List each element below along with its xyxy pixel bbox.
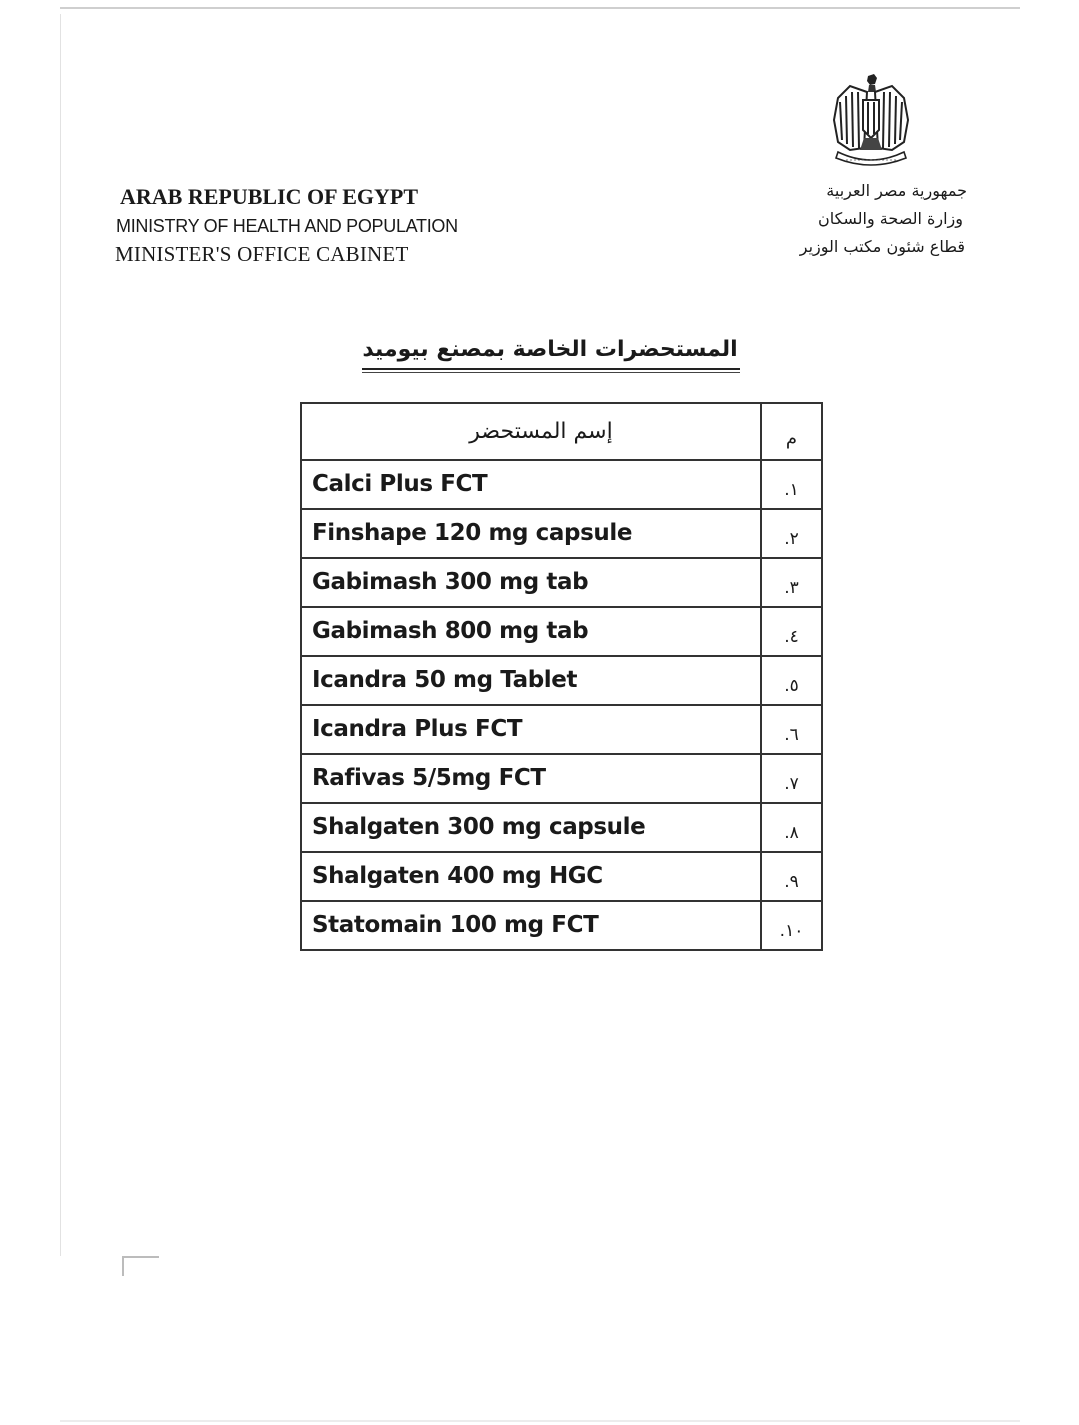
header-arabic <box>709 177 969 261</box>
product-name-cell: Icandra Plus FCT <box>301 705 761 754</box>
row-number-cell: ٨. <box>761 803 822 852</box>
header-english <box>114 183 474 267</box>
table-row <box>301 460 822 509</box>
table-row <box>301 901 822 950</box>
row-number-cell: ٦. <box>761 705 822 754</box>
table-row <box>301 705 822 754</box>
ministry-name-en: MINISTRY OF HEALTH AND POPULATION <box>116 216 458 236</box>
product-name-cell: Icandra 50 mg Tablet <box>301 656 761 705</box>
scan-mark-vertical <box>122 1256 124 1276</box>
table-row <box>301 852 822 901</box>
product-name-cell: Shalgaten 400 mg HGC <box>301 852 761 901</box>
row-number-cell: ٢. <box>761 509 822 558</box>
row-number-cell: ١. <box>761 460 822 509</box>
product-name-cell: Statomain 100 mg FCT <box>301 901 761 950</box>
column-header-product-name: إسم المستحضر <box>301 403 761 460</box>
table-row <box>301 656 822 705</box>
page-edge-top <box>60 7 1020 9</box>
row-number-cell: ٧. <box>761 754 822 803</box>
row-number-cell: ٣. <box>761 558 822 607</box>
row-number-cell: ٤. <box>761 607 822 656</box>
document-title: المستحضرات الخاصة بمصنع بيوميد <box>362 337 738 362</box>
table-row <box>301 509 822 558</box>
products-table <box>300 402 823 951</box>
table-row <box>301 803 822 852</box>
column-header-number: م <box>761 403 822 460</box>
country-name-ar: جمهورية مصر العربية <box>826 181 967 200</box>
product-name-cell: Gabimash 800 mg tab <box>301 607 761 656</box>
table-row <box>301 558 822 607</box>
ministry-name-ar: وزارة الصحة والسكان <box>817 209 963 228</box>
product-name-cell: Finshape 120 mg capsule <box>301 509 761 558</box>
egypt-eagle-emblem-icon <box>830 72 912 170</box>
table-row <box>301 754 822 803</box>
page-edge-left <box>60 14 61 1256</box>
row-number-cell: ٥. <box>761 656 822 705</box>
product-name-cell: Calci Plus FCT <box>301 460 761 509</box>
country-name-en: ARAB REPUBLIC OF EGYPT <box>120 184 419 209</box>
scan-mark <box>123 1256 159 1258</box>
product-name-cell: Shalgaten 300 mg capsule <box>301 803 761 852</box>
table-body <box>301 460 822 950</box>
office-name-en: MINISTER'S OFFICE CABINET <box>115 242 409 266</box>
row-number-cell: ٩. <box>761 852 822 901</box>
row-number-cell: ١٠. <box>761 901 822 950</box>
title-underline-second <box>362 372 740 373</box>
product-name-cell: Rafivas 5/5mg FCT <box>301 754 761 803</box>
page-edge-bottom <box>60 1420 1020 1422</box>
product-name-cell: Gabimash 300 mg tab <box>301 558 761 607</box>
title-underline <box>362 368 740 370</box>
table-header-row <box>301 403 822 460</box>
table-row <box>301 607 822 656</box>
office-name-ar: قطاع شئون مكتب الوزير <box>799 237 965 256</box>
